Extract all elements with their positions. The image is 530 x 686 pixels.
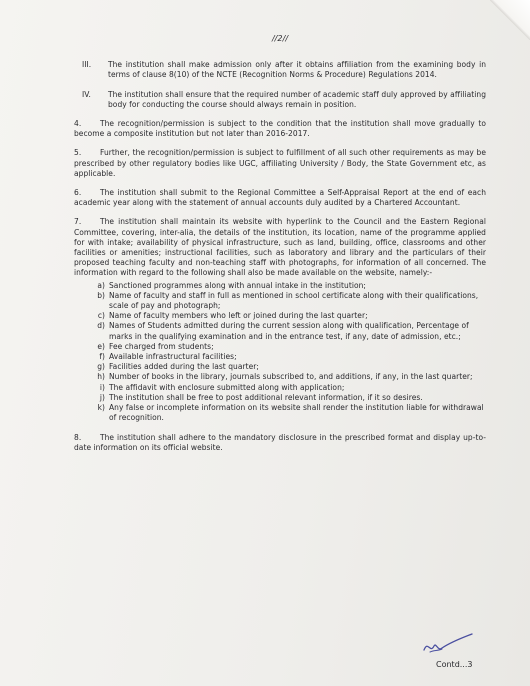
folded-corner [490,0,530,40]
list-letter: k) [97,403,105,413]
list-item [92,342,486,352]
paragraph-number: 7. [74,217,82,227]
list-text: Sanctioned programmes along with annual intake in the institution; [109,280,366,290]
list-letter: g) [97,362,105,372]
list-letter: e) [97,341,105,351]
list-text: Fee charged from students; [109,341,214,351]
paragraph-text: The institution shall maintain its website with hyperlink to the Council and the Eastern Regional Committee, covering, inter-alia, the details of the institution, its location, name of the programme applied for with intake; availability of physical infrastructure, such as land, building, office, classrooms and other facilities or amenities; instructional facilities, such as laboratory and library and the particulars of their proposed teaching faculty and non-teaching staff with photographs, for information of all concerned. The information with regard to the following shall also be made available on the website, namely:- [74,217,486,278]
list-text: Name of faculty members who left or joined during the last quarter; [109,311,368,321]
clause-text: The institution shall make admission only after it obtains affiliation from the examining body in terms of clause 8(10) of the NCTE (Recognition Norms & Procedure) Regulations 2014. [108,60,486,80]
paragraph-text: The recognition/permission is subject to the condition that the institution shall move gradually to become a composite institution but not later than 2016-2017. [74,119,486,139]
list-letter: i) [99,382,105,392]
list-item [92,352,486,362]
list-letter: h) [97,372,105,382]
paragraph-text: Further, the recognition/permission is subject to fulfillment of all such other requirements as may be prescribed by other regulatory bodies like UGC, affiliating University / Body, the State Government etc, as applicable. [74,148,486,178]
paragraph-number: 4. [74,119,82,129]
list-item [92,372,486,382]
paragraph-5 [74,148,486,179]
continuation-note: Contd...3 [436,660,473,669]
list-item [92,362,486,372]
list-item [92,281,486,291]
clause-iv [74,90,486,110]
paragraph-4 [74,119,486,139]
page-number: //2// [271,34,289,43]
list-letter: a) [97,280,105,290]
paragraph-8 [74,433,486,453]
list-text: Names of Students admitted during the current session along with qualification, Percentage of marks in the qualifying examination and in the entrance test, if any, date of admission, etc.; [109,321,469,341]
list-text: Name of faculty and staff in full as mentioned in school certificate along with their qualifications, scale of pay and photograph; [109,290,479,311]
clause-number: III. [82,60,92,70]
paragraph-7 [74,217,486,278]
paragraph-6 [74,188,486,208]
document-body [74,34,486,462]
list-item [92,311,486,321]
list-text: Available infrastructural facilities; [109,352,237,362]
list-text: The affidavit with enclosure submitted along with application; [109,382,345,392]
clause-number: IV. [82,89,91,99]
list-letter: d) [97,321,105,331]
list-letter: b) [97,290,105,300]
list-text: The institution shall be free to post additional relevant information, if it so desires. [109,392,423,402]
list-item [92,321,486,341]
handwritten-signature [420,630,480,660]
clause-text: The institution shall ensure that the required number of academic staff duly approved by affiliating body for conducting the course should always remain in position. [108,89,486,109]
list-text: Facilities added during the last quarter; [109,362,259,372]
list-letter: c) [97,311,105,321]
paragraph-text: The institution shall adhere to the mandatory disclosure in the prescribed format and display up-to-date information on its official website. [74,432,486,452]
list-text: Any false or incomplete information on its website shall render the institution liable for withdrawal of recognition. [109,403,484,423]
paragraph-number: 8. [74,432,82,442]
list-item [92,291,486,311]
list-letter: f) [99,352,105,362]
list-letter: j) [99,392,105,402]
list-item [92,393,486,403]
paragraph-text: The institution shall submit to the Regional Committee a Self-Appraisal Report at the end of each academic year along with the statement of annual accounts duly audited by a Chartered Accountant. [74,188,486,208]
website-info-list [92,281,486,424]
paragraph-number: 6. [74,188,82,198]
list-item [92,403,486,423]
paragraph-number: 5. [74,148,82,158]
list-item [92,383,486,393]
list-text: Number of books in the library, journals subscribed to, and additions, if any, in the last quarter; [109,372,473,382]
clause-iii [74,60,486,80]
